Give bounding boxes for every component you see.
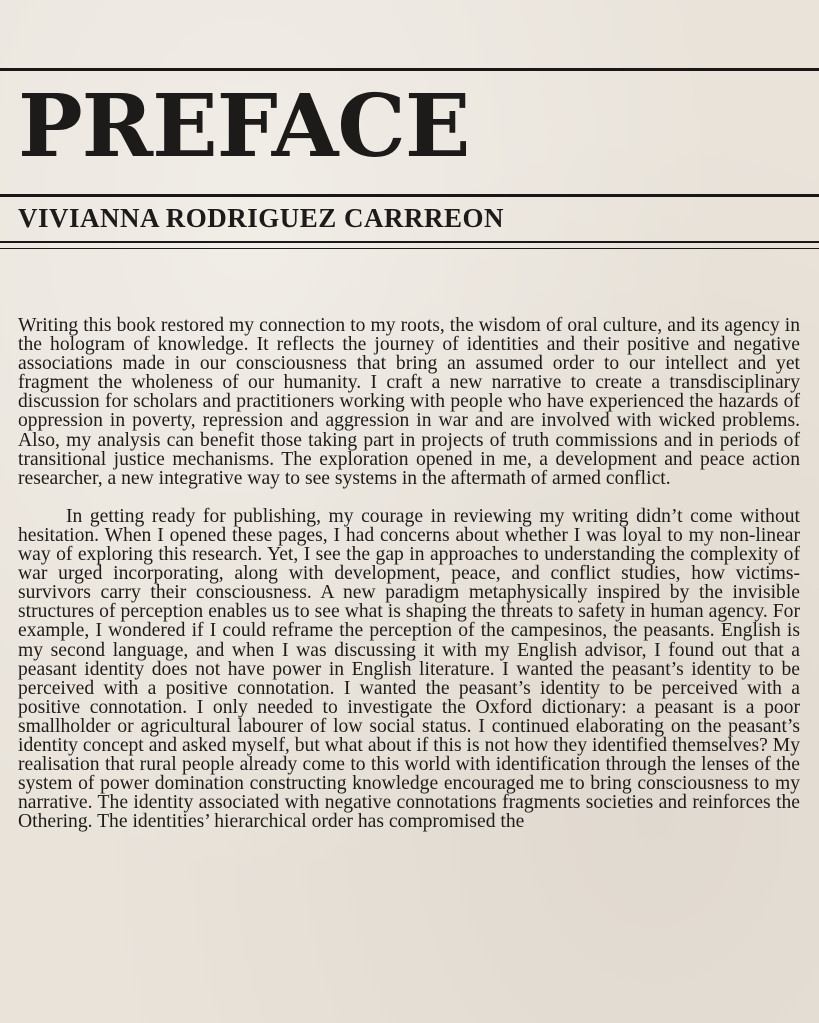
page-title: PREFACE: [18, 76, 470, 177]
author-divider-thin: [0, 248, 819, 249]
author-name: VIVIANNA RODRIGUEZ CARRREON: [18, 203, 505, 233]
author-divider: [0, 241, 819, 243]
paragraph: Writing this book restored my connection to my roots, the wisdom of oral culture, and its agency in the hologram of knowledge. It reflects the journey of identities and their positive and negative associations made in our consciousness that bring an assumed order to our intellect and yet fragment the wholeness of our humanity. I craft a new narrative to create a transdisciplinary discussion for scholars and practitioners working with people who have experienced the hazards of oppression in poverty, repression and aggression in war and are involved with wicked problems. Also, my analysis can benefit those taking part in projects of truth commissions and in periods of transitional justice mechanisms. The exploration opened in me, a development and peace action researcher, a new integrative way to see systems in the aftermath of armed conflict.: [18, 315, 800, 489]
top-divider: [0, 68, 819, 71]
preface-body: [18, 316, 800, 831]
paragraph: In getting ready for publishing, my courage in reviewing my writing didn’t come without hesitation. When I opened these pages, I had concerns about whether I was loyal to my non-linear way of exploring this research. Yet, I see the gap in approaches to understanding the complexity of war urged incorporating, along with development, peace, and conflict studies, how victims-survivors carry their consciousness. A new paradigm metaphysically inspired by the invisible structures of perception enables us to see what is shaping the threats to safety in human agency. For example, I wondered if I could reframe the perception of the campesinos, the peasants. English is my second language, and when I was discussing it with my English advisor, I found out that a peasant identity does not have power in English literature. I wanted the peasant’s identity to be perceived with a positive connotation. I wanted the peasant’s identity to be perceived with a positive connotation. I only needed to investigate the Oxford dictionary: a peasant is a poor smallholder or agricultural labourer of low social status. I continued elaborating on the peasant’s identity concept and asked myself, but what about if this is not how they identified themselves? My realisation that rural people already come to this world with identification through the lenses of the system of power domination constructing knowledge encouraged me to bring consciousness to my narrative. The identity associated with negative connotations fragments societies and reinforces the Othering. The identities’ hierarchical order has compromised the: [18, 505, 800, 833]
title-divider: [0, 194, 819, 197]
